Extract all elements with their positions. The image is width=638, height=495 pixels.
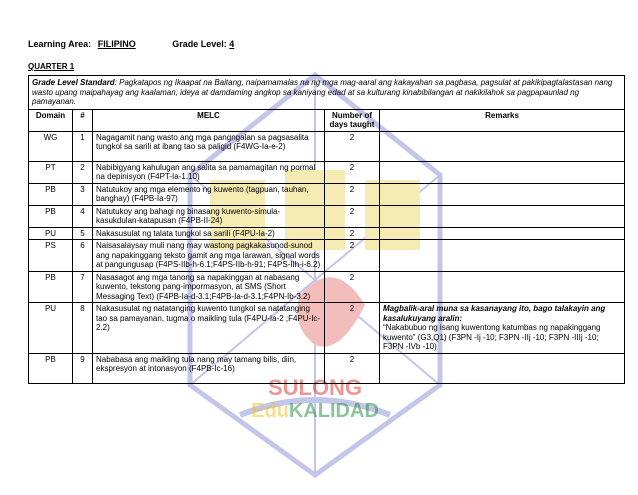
cell-number: 1 bbox=[73, 131, 93, 161]
melc-table bbox=[28, 75, 625, 384]
cell-remarks bbox=[380, 131, 625, 161]
cell-melc: Naisasalaysay muli nang may wastong pagkakasunod-sunod ang napakinggang teksto gamit ang mga larawan, signal words at pangungusap (F4PS-IIb-h-6.1;F4PS-IIb-h-91; F4PS-IIh-i-6.2) bbox=[93, 240, 325, 272]
cell-remarks bbox=[380, 227, 625, 240]
cell-number: 9 bbox=[73, 353, 93, 383]
grade-level-label: Grade Level bbox=[172, 39, 224, 49]
table-row bbox=[29, 205, 625, 227]
watermark-sulong: SULONG bbox=[267, 375, 363, 400]
quarter-heading: QUARTER 1 bbox=[28, 62, 75, 71]
cell-number: 8 bbox=[73, 303, 93, 354]
cell-melc: Natutukoy ang bahagi ng binasang kuwento-simula-kasukdulan-katapusan (F4PB-II-24) bbox=[93, 205, 325, 227]
cell-remarks bbox=[380, 205, 625, 227]
cell-days: 2 bbox=[325, 131, 380, 161]
watermark-kalidad: KALIDAD bbox=[288, 400, 379, 422]
standard-text: : Pagkatapos ng Ikaapat na Baitang, naipamamalas na ng mga mag-aaral ang kakayahan sa pagbasa, pagsulat at pakikipagtalastasan nang wasto upang maipahayag ang kaalaman, ideya at damdaming angkop sa kaniyang edad at sa kulturang kinabibilangan at nakikilahok sa pagpapaunlad ng pamayanan. bbox=[32, 78, 613, 106]
grade-level-standard-row bbox=[29, 76, 625, 110]
cell-remarks bbox=[380, 303, 625, 354]
cell-domain: PB bbox=[29, 183, 73, 205]
cell-domain: PS bbox=[29, 240, 73, 272]
cell-days: 2 bbox=[325, 205, 380, 227]
table-header-row bbox=[29, 109, 625, 131]
cell-domain: PB bbox=[29, 205, 73, 227]
cell-domain: PB bbox=[29, 353, 73, 383]
cell-domain: PU bbox=[29, 303, 73, 354]
cell-domain: PU bbox=[29, 227, 73, 240]
learning-area-label: Learning Area: bbox=[28, 39, 92, 49]
table-row bbox=[29, 227, 625, 240]
cell-melc: Natutukoy ang mga elemento ng kuwento (tagpuan, tauhan, banghay) (F4PB-Ia-97) bbox=[93, 183, 325, 205]
cell-days: 2 bbox=[325, 353, 380, 383]
col-header-number: # bbox=[73, 109, 93, 131]
cell-remarks bbox=[380, 161, 625, 183]
table-row bbox=[29, 131, 625, 161]
cell-remarks bbox=[380, 240, 625, 272]
cell-domain: PT bbox=[29, 161, 73, 183]
col-header-days: Number of days taught bbox=[325, 109, 380, 131]
cell-melc: Nababasa ang maikling tula nang may tamang bilis, diin, ekspresyon at intonasyon (F4PB-Ic-16) bbox=[93, 353, 325, 383]
table-row bbox=[29, 353, 625, 383]
table-row bbox=[29, 303, 625, 354]
table-row bbox=[29, 271, 625, 303]
cell-number: 5 bbox=[73, 227, 93, 240]
cell-remarks bbox=[380, 271, 625, 303]
cell-melc: Nabibigyang kahulugan ang salita sa pamamagitan ng pormal na depinisyon (F4PT-Ia-1.10) bbox=[93, 161, 325, 183]
grade-level-value: 4 bbox=[229, 39, 235, 49]
cell-number: 7 bbox=[73, 271, 93, 303]
table-row bbox=[29, 240, 625, 272]
table-row bbox=[29, 183, 625, 205]
cell-number: 3 bbox=[73, 183, 93, 205]
table-row bbox=[29, 161, 625, 183]
cell-days: 2 bbox=[325, 227, 380, 240]
cell-melc: Nasasagot ang mga tanong sa napakinggan at nabasang kuwento, tekstong pang-impormasyon, at SMS (Short Messaging Text) (F4PB-Ia-d-3.1;F4PB-Ia-d-3.1;F4PN-Ib-3.2) bbox=[93, 271, 325, 303]
standard-label: Grade Level Standard bbox=[32, 78, 115, 87]
cell-days: 2 bbox=[325, 303, 380, 354]
remarks-review-note: Magbalik-aral muna sa kasanayang ito, bago talakayin ang kasalukuyang aralin: bbox=[383, 304, 606, 323]
cell-domain: WG bbox=[29, 131, 73, 161]
cell-remarks bbox=[380, 353, 625, 383]
watermark-edu: Edu bbox=[251, 400, 289, 422]
cell-days: 2 bbox=[325, 240, 380, 272]
cell-number: 2 bbox=[73, 161, 93, 183]
grade-level-standard bbox=[29, 76, 625, 110]
cell-days: 2 bbox=[325, 183, 380, 205]
cell-domain: PB bbox=[29, 271, 73, 303]
svg-text:EduKALIDAD bbox=[251, 400, 379, 422]
cell-remarks bbox=[380, 183, 625, 205]
cell-melc: Nakasusulat ng talata tungkol sa sarili (F4PU-Ia-2) bbox=[93, 227, 325, 240]
cell-melc: Nagagamit nang wasto ang mga pangngalan sa pagsasalita tungkol sa sarili at ibang tao sa paligid (F4WG-Ia-e-2) bbox=[93, 131, 325, 161]
remarks-prior-skill: “Nakabubuo ng isang kuwentong katumbas ng napakinggang kuwento” (G3,Q1) (F3PN -Ij -10; F3PN -IIj -10; F3PN -IIIj -10; F3PN -IVb -10) bbox=[383, 323, 601, 351]
col-header-domain: Domain bbox=[29, 109, 73, 131]
document-header: Learning Area: FILIPINO Grade Level: 4 bbox=[28, 39, 235, 49]
cell-number: 6 bbox=[73, 240, 93, 272]
learning-area-value: FILIPINO bbox=[97, 39, 136, 49]
cell-days: 2 bbox=[325, 161, 380, 183]
cell-number: 4 bbox=[73, 205, 93, 227]
cell-melc: Nakasusulat ng natatanging kuwento tungkol sa natatanging tao sa pamayanan, tugma o maikling tula (F4PU-Ia-2 ;F4PU-Ic-2.2) bbox=[93, 303, 325, 354]
col-header-melc: MELC bbox=[93, 109, 325, 131]
col-header-remarks: Remarks bbox=[380, 109, 625, 131]
cell-days: 2 bbox=[325, 271, 380, 303]
